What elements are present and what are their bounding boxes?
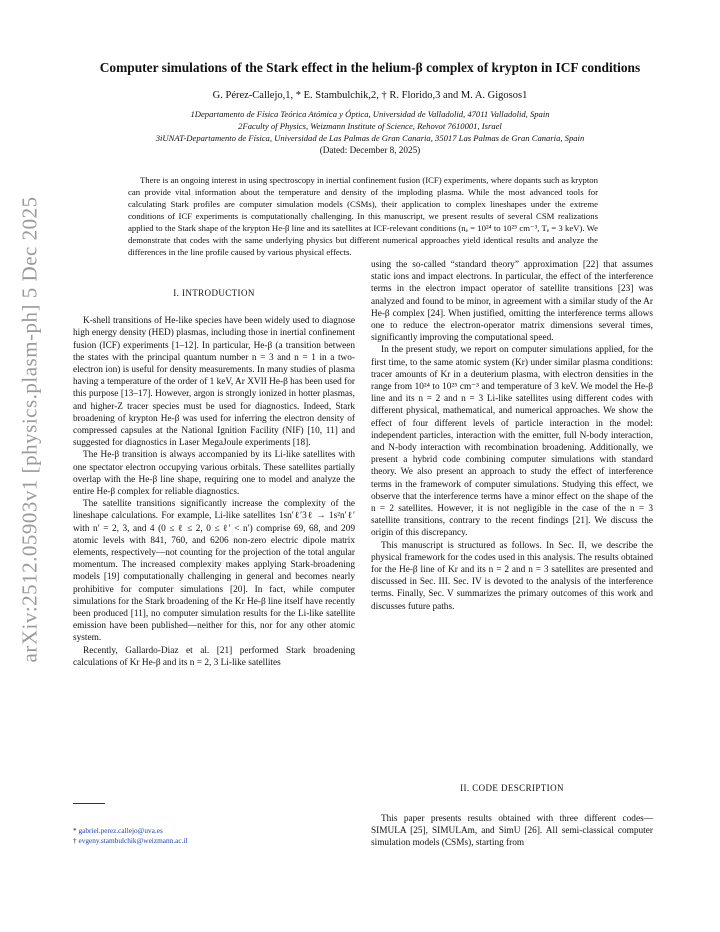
intro-paragraph-continued: using the so-called “standard theory” approximation [22] that assumes static ions and impact electrons. In particular, the effect of the interference terms in the electron impact operator of satellite transitions [23] was analyzed and found to be minor, in agreement with a similar study of the Ar He-β complex [24]. When justified, omitting the interference terms allows one to reduce the electron-operator matrix dimensions several times, significantly improving the computational speed. xyxy=(371,260,653,344)
arxiv-identifier: arXiv:2512.05903v1 [physics.plasm-ph] 5 Dec 2025 xyxy=(17,196,42,663)
intro-paragraph-3: The satellite transitions significantly increase the complexity of the lineshape calculations. For example, Li-like satellites 1sn′ℓ′3ℓ → 1s²n′ℓ′ with n′ = 2, 3, and 4 (0 ≤ ℓ ≤ 2, 0 ≤ ℓ′ < n′) comprise 69, 68, and 209 atomic levels with 841, 760, and 6206 non-zero electric dipole matrix elements, respectively—not counting for the projection of the total angular momentum. The increased complexity makes applying Stark-broadening models [19] computationally challenging in general and becomes nearly prohibitive for computer simulations [20]. In fact, while computer simulations for the Stark broadening of the Kr He-β line itself have recently been produced [11], no computer simulation results for the Li-like satellite emission have been published—neither for this, nor for any other atomic system. xyxy=(73,499,356,644)
section-heading-introduction: I. INTRODUCTION xyxy=(173,288,255,298)
intro-paragraph-4: Recently, Gallardo-Diaz et al. [21] performed Stark broadening calculations of Kr He-β and its n = 2, 3 Li-like satellites xyxy=(73,645,355,668)
section-heading-code-description: II. CODE DESCRIPTION xyxy=(460,783,564,793)
left-column xyxy=(73,287,355,669)
affiliation-3: 3iUNAT-Departamento de Física, Universidad de Las Palmas de Gran Canaria, 35017 Las Palmas de Gran Canaria, Spain xyxy=(155,133,585,143)
affiliations xyxy=(70,108,670,144)
footnote-2-mark: † xyxy=(73,836,77,845)
intro-paragraph-6: This manuscript is structured as follows. In Sec. II, we describe the physical framework for the codes used in this analysis. The results obtained for the He-β line of Kr and its n = 2 and n = 3 satellites are presented and discussed in Sec. III. Sec. IV is devoted to the analysis of the interference terms. Finally, Sec. V summarizes the primary outcomes of this work and discusses future paths. xyxy=(371,540,653,612)
author-list: G. Pérez-Callejo,1, * E. Stambulchik,2, † R. Florido,3 and M. A. Gigosos1 xyxy=(212,90,528,101)
code-description-paragraph: This paper presents results obtained with three different codes—SIMULA [25], SIMULAm, and SimU [26]. All semi-classical computer simulation models (CSMs), starting from xyxy=(371,814,653,849)
footnote-2-email-link[interactable]: evgeny.stambulchik@weizmann.ac.il xyxy=(78,836,188,845)
intro-paragraph-5: In the present study, we report on computer simulations applied, for the first time, to the same atomic system (Kr) under similar plasma conditions: tracer amounts of Kr in a deuterium plasma, with electron densities in the range from 10²⁴ to 10²⁵ cm⁻³ and temperature of 3 keV. We model the He-β line and its n = 2 and n = 3 Li-like satellites using different codes with different physical, mathematical, and numerical approaches. We show the effect of four different levels of particle interaction in the model: independent particles, interaction with the emitter, full N-body interaction, and N-body interaction with recombination broadening. Additionally, we present a hybrid code combining computer simulations with standard theory. We also present an approach to study the effect of interference terms in the framework of computer simulations. Studying this effect, we observe that the interference terms have a minor effect on the shape of the n = 2 satellites. However, it is not negligible in the case of the n = 3 satellite transitions, contrary to the recent findings [21]. We discuss the origin of this discrepancy. xyxy=(371,345,653,539)
footnote-1-mark: * xyxy=(73,826,77,835)
right-column xyxy=(371,259,653,613)
footnote-2 xyxy=(73,836,353,846)
footnote-divider xyxy=(73,803,105,804)
section-two-body xyxy=(371,813,653,850)
footnote-1 xyxy=(73,826,353,836)
footnote-1-email-link[interactable]: gabriel.perez.callejo@uva.es xyxy=(78,826,163,835)
intro-paragraph-2: The He-β transition is always accompanied by its Li-like satellites with one spectator electron occupying various orbitals. These satellites partially overlap with the He-β line shape, requiring one to model and analyze the entire He-β complex for reliable diagnostics. xyxy=(73,450,355,498)
affiliation-2: 2Faculty of Physics, Weizmann Institute of Science, Rehovot 7610001, Israel xyxy=(238,121,502,131)
intro-paragraph-1: K-shell transitions of He-like species have been widely used to diagnose high energy density (HED) plasmas, including those in inertial confinement fusion (ICF) experiments [1–12]. In particular, He-β (a transition between the states with the principal quantum number n = 3 and n = 1 in a two-electron ion) is useful for density measurements. In many studies of plasma having a temperature of the order of 1 keV, Ar XVII He-β has been used for this purpose [13–17]. However, argon is strongly ionized in hotter plasmas, and higher-Z tracer species must be used for diagnostics. Indeed, Stark broadening of krypton He-β was used for inferring the electron density of compressed capsules at the National Ignition Facility (NIF) [10, 11] and suggested for diagnostics in Laser MegaJoule experiments [18]. xyxy=(73,316,355,449)
footnotes xyxy=(73,826,353,846)
abstract: There is an ongoing interest in using spectroscopy in inertial confinement fusion (ICF) experiments, where dopants such as krypton can provide vital information about the temperature and density of the imploding plasma. While the most advanced tools for calculating Stark profiles are computer simulation models (CSMs), their application to complex lineshapes under the extreme conditions of ICF experiments is computationally challenging. In this manuscript, we present results of several CSM realizations applied to the Stark shape of the krypton He-β line and its satellites at ICF-relevant conditions (nₑ = 10²⁴ to 10²⁵ cm⁻³, Tₑ = 3 keV). We demonstrate that codes with the same underlying physics but different numerical approaches yield identical results and analyze the differences in the line profile caused by various physical effects. xyxy=(128,174,598,258)
dated-line: (Dated: December 8, 2025) xyxy=(319,145,421,155)
paper-title: Computer simulations of the Stark effect in the helium-β complex of krypton in ICF conditions xyxy=(99,60,641,75)
affiliation-1: 1Departamento de Física Teórica Atómica y Óptica, Universidad de Valladolid, 47011 Valladolid, Spain xyxy=(190,109,550,119)
section-two-block xyxy=(371,782,653,810)
